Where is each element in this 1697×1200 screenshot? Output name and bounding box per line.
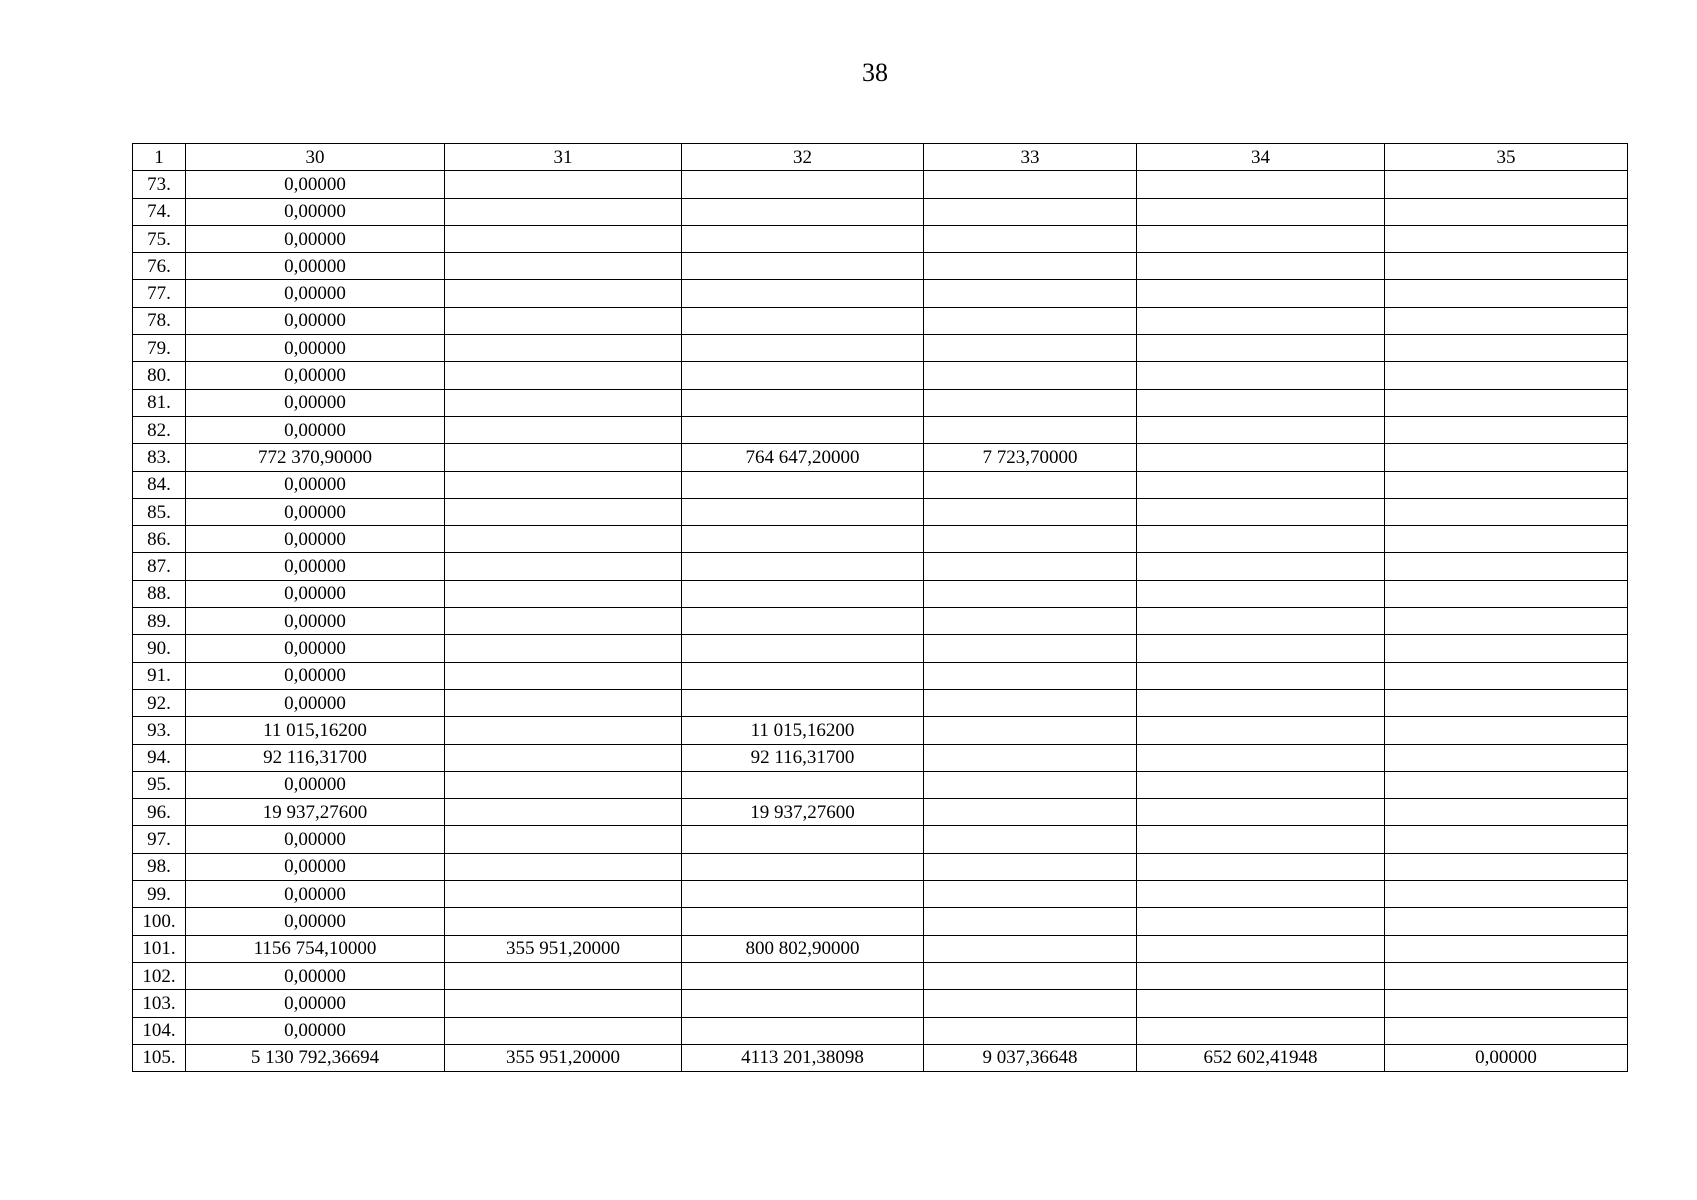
table-cell bbox=[682, 908, 924, 935]
table-cell: 0,00000 bbox=[186, 826, 445, 853]
table-cell: 0,00000 bbox=[186, 908, 445, 935]
page-number: 38 bbox=[862, 58, 888, 87]
table-row bbox=[133, 1017, 1628, 1044]
table-cell bbox=[924, 662, 1137, 689]
column-header: 34 bbox=[1137, 144, 1385, 171]
table-cell bbox=[924, 389, 1137, 416]
table-cell: 0,00000 bbox=[186, 307, 445, 334]
table-cell bbox=[1137, 1017, 1385, 1044]
table-cell: 0,00000 bbox=[186, 635, 445, 662]
table-cell bbox=[1385, 198, 1628, 225]
table-row bbox=[133, 280, 1628, 307]
table-row bbox=[133, 253, 1628, 280]
table-cell: 0,00000 bbox=[186, 471, 445, 498]
table-cell bbox=[924, 526, 1137, 553]
table-cell bbox=[682, 362, 924, 389]
table-cell bbox=[445, 526, 682, 553]
row-number-cell: 100. bbox=[133, 908, 186, 935]
table-cell: 92 116,31700 bbox=[186, 744, 445, 771]
row-number-cell: 94. bbox=[133, 744, 186, 771]
row-number-cell: 89. bbox=[133, 608, 186, 635]
table-cell bbox=[1137, 826, 1385, 853]
table-cell bbox=[682, 990, 924, 1017]
table-cell: 0,00000 bbox=[186, 662, 445, 689]
table-row bbox=[133, 1044, 1628, 1071]
column-header: 33 bbox=[924, 144, 1137, 171]
row-number-cell: 102. bbox=[133, 962, 186, 989]
table-cell bbox=[1385, 853, 1628, 880]
table-cell bbox=[682, 389, 924, 416]
table-cell bbox=[1137, 553, 1385, 580]
table-row bbox=[133, 635, 1628, 662]
table-cell bbox=[924, 307, 1137, 334]
table-cell bbox=[1385, 826, 1628, 853]
table-cell bbox=[682, 962, 924, 989]
row-number-cell: 80. bbox=[133, 362, 186, 389]
table-cell: 0,00000 bbox=[186, 253, 445, 280]
table-cell bbox=[1137, 416, 1385, 443]
table-cell bbox=[1385, 771, 1628, 798]
table-cell bbox=[445, 389, 682, 416]
table-cell bbox=[1385, 689, 1628, 716]
table-cell bbox=[924, 335, 1137, 362]
table-cell: 0,00000 bbox=[186, 771, 445, 798]
table-cell bbox=[445, 799, 682, 826]
table-cell bbox=[682, 662, 924, 689]
table-cell bbox=[445, 826, 682, 853]
table-cell bbox=[1137, 717, 1385, 744]
table-row bbox=[133, 771, 1628, 798]
table-cell bbox=[682, 307, 924, 334]
table-cell bbox=[1385, 444, 1628, 471]
table-cell bbox=[1385, 662, 1628, 689]
table-cell bbox=[1385, 171, 1628, 198]
table-cell bbox=[1137, 744, 1385, 771]
column-header: 30 bbox=[186, 144, 445, 171]
column-header: 35 bbox=[1385, 144, 1628, 171]
table-cell bbox=[1137, 662, 1385, 689]
table-row bbox=[133, 689, 1628, 716]
table-cell bbox=[1385, 526, 1628, 553]
table-cell bbox=[924, 225, 1137, 252]
table-cell bbox=[682, 689, 924, 716]
table-cell bbox=[1385, 335, 1628, 362]
table-row bbox=[133, 198, 1628, 225]
table-cell bbox=[445, 962, 682, 989]
table-cell bbox=[1385, 253, 1628, 280]
table-cell bbox=[682, 608, 924, 635]
table-cell bbox=[682, 416, 924, 443]
table-cell: 0,00000 bbox=[186, 225, 445, 252]
table-row bbox=[133, 307, 1628, 334]
row-number-cell: 101. bbox=[133, 935, 186, 962]
table-cell bbox=[682, 635, 924, 662]
table-cell bbox=[924, 608, 1137, 635]
table-row bbox=[133, 908, 1628, 935]
table-cell: 19 937,27600 bbox=[682, 799, 924, 826]
table-cell bbox=[682, 771, 924, 798]
table-row bbox=[133, 608, 1628, 635]
table-cell: 0,00000 bbox=[186, 580, 445, 607]
table-cell bbox=[682, 1017, 924, 1044]
table-cell bbox=[1385, 744, 1628, 771]
table-cell bbox=[445, 471, 682, 498]
table-cell: 0,00000 bbox=[1385, 1044, 1628, 1071]
table-cell bbox=[1137, 771, 1385, 798]
table-cell bbox=[1137, 198, 1385, 225]
table-row bbox=[133, 962, 1628, 989]
table-row bbox=[133, 498, 1628, 525]
row-number-cell: 84. bbox=[133, 471, 186, 498]
table-cell bbox=[924, 826, 1137, 853]
table-cell: 11 015,16200 bbox=[186, 717, 445, 744]
table-cell: 764 647,20000 bbox=[682, 444, 924, 471]
column-header: 32 bbox=[682, 144, 924, 171]
data-table bbox=[132, 143, 1628, 1072]
row-number-cell: 98. bbox=[133, 853, 186, 880]
row-number-cell: 81. bbox=[133, 389, 186, 416]
table-row bbox=[133, 853, 1628, 880]
table-cell: 0,00000 bbox=[186, 608, 445, 635]
table-cell bbox=[682, 881, 924, 908]
row-number-cell: 92. bbox=[133, 689, 186, 716]
table-cell bbox=[924, 908, 1137, 935]
table-cell bbox=[445, 280, 682, 307]
table-row bbox=[133, 580, 1628, 607]
table-cell: 0,00000 bbox=[186, 198, 445, 225]
table-cell bbox=[1385, 362, 1628, 389]
table-cell bbox=[1385, 608, 1628, 635]
table-cell bbox=[1385, 416, 1628, 443]
table-row bbox=[133, 881, 1628, 908]
table-cell bbox=[924, 553, 1137, 580]
table-cell bbox=[445, 307, 682, 334]
table-cell: 19 937,27600 bbox=[186, 799, 445, 826]
row-number-cell: 86. bbox=[133, 526, 186, 553]
table-cell bbox=[1385, 635, 1628, 662]
table-cell bbox=[445, 553, 682, 580]
row-number-cell: 104. bbox=[133, 1017, 186, 1044]
table-cell bbox=[445, 635, 682, 662]
column-header: 31 bbox=[445, 144, 682, 171]
table-cell: 0,00000 bbox=[186, 389, 445, 416]
table-cell bbox=[445, 662, 682, 689]
table-cell: 0,00000 bbox=[186, 498, 445, 525]
table-cell bbox=[1137, 962, 1385, 989]
table-row bbox=[133, 362, 1628, 389]
table-row bbox=[133, 935, 1628, 962]
table-cell bbox=[1385, 280, 1628, 307]
table-cell bbox=[924, 771, 1137, 798]
table-cell: 7 723,70000 bbox=[924, 444, 1137, 471]
table-cell bbox=[445, 416, 682, 443]
table-cell bbox=[682, 335, 924, 362]
table-cell bbox=[1385, 553, 1628, 580]
table-cell bbox=[1385, 990, 1628, 1017]
table-cell bbox=[445, 335, 682, 362]
table-cell: 92 116,31700 bbox=[682, 744, 924, 771]
table-cell: 0,00000 bbox=[186, 881, 445, 908]
table-cell bbox=[924, 799, 1137, 826]
table-cell bbox=[1385, 580, 1628, 607]
table-cell: 355 951,20000 bbox=[445, 1044, 682, 1071]
table-cell bbox=[445, 580, 682, 607]
table-row bbox=[133, 717, 1628, 744]
table-cell bbox=[1137, 362, 1385, 389]
table-cell bbox=[924, 1017, 1137, 1044]
row-number-cell: 93. bbox=[133, 717, 186, 744]
table-cell: 11 015,16200 bbox=[682, 717, 924, 744]
table-cell: 0,00000 bbox=[186, 689, 445, 716]
table-row bbox=[133, 171, 1628, 198]
table-cell bbox=[924, 580, 1137, 607]
table-cell bbox=[682, 171, 924, 198]
table-cell bbox=[924, 881, 1137, 908]
table-cell bbox=[682, 280, 924, 307]
table-cell bbox=[924, 253, 1137, 280]
table-cell bbox=[924, 744, 1137, 771]
table-cell bbox=[1385, 471, 1628, 498]
table-cell: 0,00000 bbox=[186, 962, 445, 989]
table-cell bbox=[1137, 335, 1385, 362]
table-row bbox=[133, 444, 1628, 471]
table-cell bbox=[924, 362, 1137, 389]
table-cell bbox=[1137, 853, 1385, 880]
row-number-cell: 91. bbox=[133, 662, 186, 689]
row-number-cell: 77. bbox=[133, 280, 186, 307]
table-cell bbox=[1137, 389, 1385, 416]
table-cell bbox=[682, 225, 924, 252]
table-cell bbox=[1385, 498, 1628, 525]
table-cell bbox=[682, 198, 924, 225]
table-cell bbox=[924, 635, 1137, 662]
table-cell bbox=[924, 280, 1137, 307]
table-row bbox=[133, 471, 1628, 498]
table-cell bbox=[1385, 389, 1628, 416]
table-cell bbox=[1137, 580, 1385, 607]
row-number-cell: 83. bbox=[133, 444, 186, 471]
table-cell bbox=[445, 689, 682, 716]
table-cell bbox=[1137, 881, 1385, 908]
table-cell bbox=[1137, 526, 1385, 553]
table-cell: 772 370,90000 bbox=[186, 444, 445, 471]
table-cell bbox=[445, 744, 682, 771]
table-cell bbox=[1137, 990, 1385, 1017]
table-cell: 1156 754,10000 bbox=[186, 935, 445, 962]
table-row bbox=[133, 744, 1628, 771]
table-cell: 0,00000 bbox=[186, 416, 445, 443]
table-row bbox=[133, 990, 1628, 1017]
row-number-cell: 78. bbox=[133, 307, 186, 334]
table-cell bbox=[1137, 307, 1385, 334]
table-cell bbox=[1137, 471, 1385, 498]
table-cell bbox=[682, 826, 924, 853]
row-number-cell: 105. bbox=[133, 1044, 186, 1071]
table-cell bbox=[445, 253, 682, 280]
table-row bbox=[133, 662, 1628, 689]
table-cell bbox=[1137, 498, 1385, 525]
table-cell: 0,00000 bbox=[186, 335, 445, 362]
table-row bbox=[133, 389, 1628, 416]
row-number-cell: 90. bbox=[133, 635, 186, 662]
row-number-cell: 85. bbox=[133, 498, 186, 525]
table-cell bbox=[1385, 225, 1628, 252]
table-cell bbox=[924, 171, 1137, 198]
table-cell: 0,00000 bbox=[186, 1017, 445, 1044]
table-cell bbox=[682, 853, 924, 880]
table-row bbox=[133, 526, 1628, 553]
table-cell: 355 951,20000 bbox=[445, 935, 682, 962]
table-body bbox=[133, 171, 1628, 1072]
table-cell bbox=[1137, 171, 1385, 198]
table-cell bbox=[682, 498, 924, 525]
row-number-cell: 79. bbox=[133, 335, 186, 362]
table-cell: 4113 201,38098 bbox=[682, 1044, 924, 1071]
table-cell bbox=[682, 526, 924, 553]
table-cell bbox=[924, 990, 1137, 1017]
table-cell bbox=[1137, 799, 1385, 826]
table-cell bbox=[1385, 881, 1628, 908]
row-number-cell: 96. bbox=[133, 799, 186, 826]
table-cell bbox=[445, 498, 682, 525]
row-number-cell: 73. bbox=[133, 171, 186, 198]
table-cell bbox=[924, 853, 1137, 880]
table-cell bbox=[445, 990, 682, 1017]
table-cell bbox=[924, 498, 1137, 525]
table-cell: 0,00000 bbox=[186, 362, 445, 389]
row-number-cell: 103. bbox=[133, 990, 186, 1017]
row-number-cell: 95. bbox=[133, 771, 186, 798]
table-cell bbox=[1385, 307, 1628, 334]
table-cell: 0,00000 bbox=[186, 990, 445, 1017]
table-row bbox=[133, 553, 1628, 580]
table-row bbox=[133, 799, 1628, 826]
column-header: 1 bbox=[133, 144, 186, 171]
table-cell bbox=[1137, 253, 1385, 280]
table-cell bbox=[445, 908, 682, 935]
table-cell bbox=[445, 171, 682, 198]
row-number-cell: 82. bbox=[133, 416, 186, 443]
table-cell bbox=[1137, 608, 1385, 635]
table-cell bbox=[1137, 444, 1385, 471]
table-cell bbox=[445, 225, 682, 252]
table-cell bbox=[445, 717, 682, 744]
table-row bbox=[133, 826, 1628, 853]
table-row bbox=[133, 416, 1628, 443]
table-cell bbox=[445, 608, 682, 635]
table-cell bbox=[445, 881, 682, 908]
table-cell bbox=[682, 580, 924, 607]
table-cell bbox=[1137, 908, 1385, 935]
row-number-cell: 97. bbox=[133, 826, 186, 853]
table-cell bbox=[445, 853, 682, 880]
table-cell: 0,00000 bbox=[186, 171, 445, 198]
table-cell bbox=[1385, 717, 1628, 744]
table-cell bbox=[924, 416, 1137, 443]
table-cell: 0,00000 bbox=[186, 553, 445, 580]
table-cell bbox=[924, 689, 1137, 716]
table-cell bbox=[1385, 1017, 1628, 1044]
table-cell bbox=[1137, 225, 1385, 252]
table-cell bbox=[445, 771, 682, 798]
table-cell: 0,00000 bbox=[186, 280, 445, 307]
table-cell bbox=[924, 935, 1137, 962]
table-row bbox=[133, 335, 1628, 362]
header-row bbox=[133, 144, 1628, 171]
row-number-cell: 74. bbox=[133, 198, 186, 225]
table-header bbox=[133, 144, 1628, 171]
table-cell: 652 602,41948 bbox=[1137, 1044, 1385, 1071]
table-cell bbox=[682, 253, 924, 280]
table-cell: 0,00000 bbox=[186, 853, 445, 880]
table-cell bbox=[1137, 935, 1385, 962]
table-cell bbox=[682, 471, 924, 498]
table-cell bbox=[445, 1017, 682, 1044]
table-cell bbox=[445, 198, 682, 225]
row-number-cell: 76. bbox=[133, 253, 186, 280]
table-cell: 5 130 792,36694 bbox=[186, 1044, 445, 1071]
table-cell bbox=[1385, 962, 1628, 989]
row-number-cell: 88. bbox=[133, 580, 186, 607]
row-number-cell: 87. bbox=[133, 553, 186, 580]
table-cell bbox=[682, 553, 924, 580]
table-cell bbox=[924, 471, 1137, 498]
table-cell bbox=[1385, 935, 1628, 962]
table-cell bbox=[1137, 635, 1385, 662]
row-number-cell: 75. bbox=[133, 225, 186, 252]
table-cell bbox=[445, 444, 682, 471]
table-cell bbox=[924, 962, 1137, 989]
table-row bbox=[133, 225, 1628, 252]
table-cell bbox=[1137, 689, 1385, 716]
table-cell: 9 037,36648 bbox=[924, 1044, 1137, 1071]
table-cell bbox=[1385, 908, 1628, 935]
table-cell bbox=[1137, 280, 1385, 307]
table-cell bbox=[924, 717, 1137, 744]
table-cell bbox=[445, 362, 682, 389]
row-number-cell: 99. bbox=[133, 881, 186, 908]
table-cell: 0,00000 bbox=[186, 526, 445, 553]
table-cell bbox=[924, 198, 1137, 225]
table-cell bbox=[1385, 799, 1628, 826]
table-cell: 800 802,90000 bbox=[682, 935, 924, 962]
